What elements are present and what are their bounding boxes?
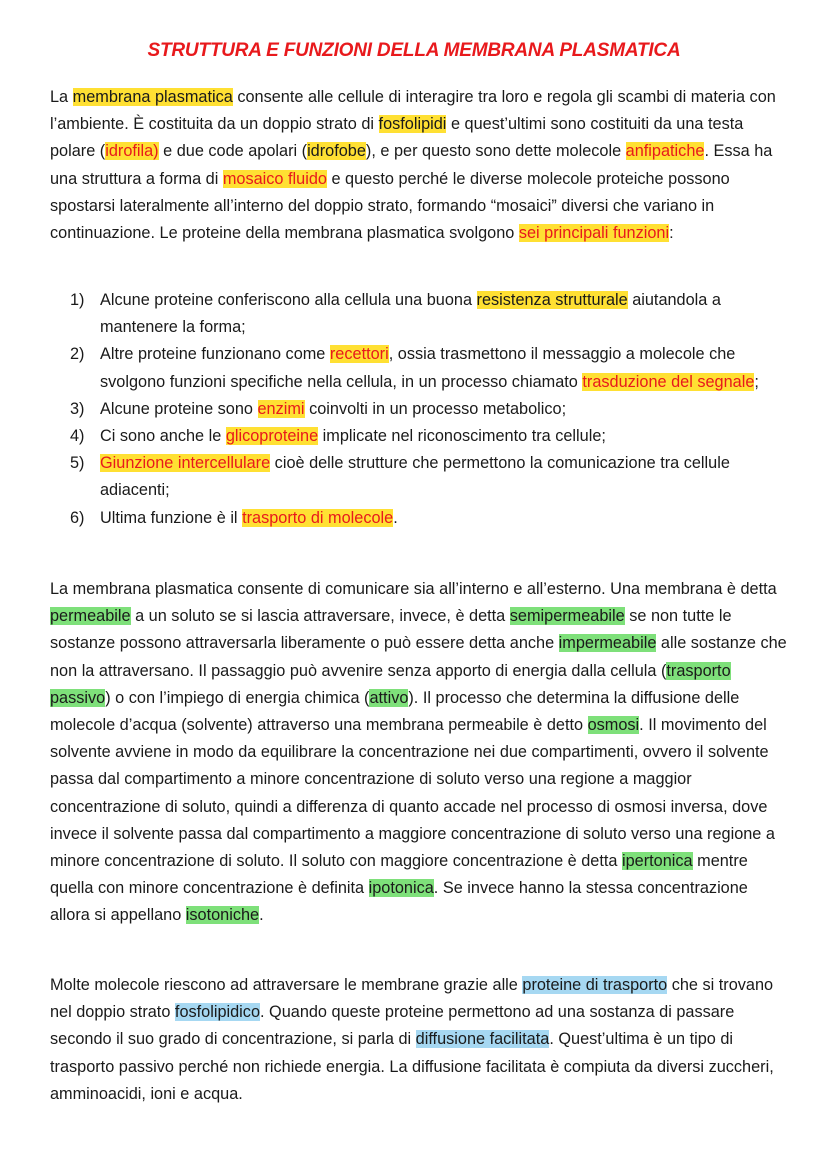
highlight-term: Giunzione intercellulare	[100, 454, 271, 473]
functions-list	[70, 287, 782, 532]
highlight-term: ipotonica	[368, 879, 434, 898]
highlight-term: sei principali funzioni	[518, 224, 670, 243]
transport-paragraph	[50, 972, 790, 1108]
text: Ci sono anche le	[100, 427, 226, 446]
list-item	[70, 505, 782, 532]
highlight-term: idrofobe	[307, 142, 366, 161]
text: ). Il processo che determina la diffusione delle molecole d’acqua (solvente) attraverso una membrana permeabile è detto	[50, 688, 740, 735]
text: Alcune proteine conferiscono alla cellula una buona	[100, 291, 477, 309]
text: . Quando queste proteine permettono ad una sostanza di passare secondo il suo grado di concentrazione, si parla di	[50, 1003, 735, 1049]
intro-paragraph	[50, 84, 790, 247]
text: consente alle cellule di interagire tra loro e regola gli scambi di materia con l’ambiente. È costituita da un doppio strato di	[50, 88, 776, 134]
document-title: STRUTTURA E FUNZIONI DELLA MEMBRANA PLASMATICA	[147, 40, 681, 61]
highlight-term: glicoproteine	[225, 427, 319, 446]
text: ), e per questo sono dette molecole	[365, 142, 626, 161]
text: Ultima funzione è il	[100, 508, 243, 527]
list-number: 1)	[70, 291, 85, 309]
highlight-term: impermeabile	[558, 634, 657, 653]
list-number: 4)	[70, 427, 85, 446]
text: a un soluto se si lascia attraversare, invece, è detta	[130, 607, 510, 626]
highlight-term: trasduzione del segnale	[582, 372, 755, 391]
text: . Se invece hanno la stessa concentrazione allora si appellano	[50, 879, 748, 925]
text: Molte molecole riescono ad attraversare le membrane grazie alle	[50, 976, 523, 994]
highlight-term: trasporto di molecole	[242, 508, 394, 527]
text: La membrana plasmatica consente di comunicare sia all’interno e all’esterno. Una membrana è detta	[50, 580, 777, 598]
list-number: 2)	[70, 345, 85, 364]
list-item	[70, 396, 782, 423]
highlight-term: diffusione facilitata	[415, 1030, 550, 1049]
highlight-term: permeabile	[50, 607, 131, 626]
list-item	[70, 287, 782, 341]
highlight-term: isotoniche	[185, 906, 260, 925]
text: se non tutte le sostanze possono attraversarla liberamente o può essere detta anche	[50, 607, 732, 653]
highlight-term: attivo	[369, 688, 409, 707]
text: e quest’ultimi sono costituiti da una testa polare (	[50, 115, 744, 161]
highlight-term: osmosi	[587, 716, 640, 735]
highlight-term: proteine di trasporto	[522, 976, 668, 994]
permeability-paragraph	[50, 576, 790, 930]
text: alle sostanze che non la attraversano. Il passaggio può avvenire senza apporto di energia dalla cellula (	[50, 634, 787, 680]
highlight-term: mosaico fluido	[222, 169, 327, 188]
text: ;	[754, 372, 759, 391]
text: .	[393, 508, 398, 527]
text: . Quest’ultima è un tipo di trasporto passivo perché non richiede energia. La diffusione facilitata è compiuta da diversi zuccheri, amminoacidi, ioni e acqua.	[50, 1030, 774, 1103]
text: cioè delle strutture che permettono la comunicazione tra cellule adiacenti;	[100, 454, 730, 500]
text: La	[50, 88, 73, 106]
highlight-term: anfipatiche	[625, 142, 705, 161]
highlight-term: semipermeabile	[509, 607, 625, 626]
highlight-term: trasporto passivo	[50, 661, 731, 707]
highlight-term: fosfolipidi	[378, 115, 447, 134]
highlight-term: recettori	[329, 345, 389, 364]
highlight-term: enzimi	[257, 399, 305, 418]
highlight-term: ipertonica	[622, 852, 693, 871]
text: :	[669, 224, 674, 243]
text: ) o con l’impiego di energia chimica (	[105, 688, 370, 707]
highlight-term: idrofila)	[105, 142, 159, 161]
text: . Il movimento del solvente avviene in modo da equilibrare la concentrazione nei due compartimenti, ovvero il solvente passa dal compartimento a minore concentrazione di soluto verso una regione a maggior concentrazione di soluto, quindi a differenza di quanto accade nel processo di osmosi inversa, dove invece il solvente passa dal compartimento a maggiore concentrazione di soluto verso una regione a minore concentrazione di soluto. Il soluto con maggiore concentrazione è detta	[50, 716, 775, 871]
list-number: 6)	[70, 508, 85, 527]
list-item	[70, 341, 782, 395]
text: coinvolti in un processo metabolico;	[304, 399, 567, 418]
text: .	[259, 906, 264, 925]
text: aiutandola a mantenere la forma;	[100, 291, 721, 337]
text: e questo perché le diverse molecole proteiche possono spostarsi lateralmente all’interno del doppio strato, formando “mosaici” diversi che variano in continuazione. Le proteine della membrana plasmatica svolgono	[50, 169, 730, 243]
text: . Essa ha una struttura a forma di	[50, 142, 773, 188]
text: implicate nel riconoscimento tra cellule;	[318, 427, 606, 446]
list-number: 3)	[70, 399, 85, 418]
text: mentre quella con minore concentrazione è definita	[50, 852, 748, 898]
text: e due code apolari (	[158, 142, 308, 161]
text: , ossia trasmettono il messaggio a molecole che svolgono funzioni specifiche nella cellula, in un processo chiamato	[100, 345, 736, 391]
highlight-term: membrana plasmatica	[72, 88, 233, 106]
text: che si trovano nel doppio strato	[50, 976, 774, 1022]
list-number: 5)	[70, 454, 85, 473]
highlight-term: fosfolipidico	[174, 1003, 260, 1022]
list-item	[70, 450, 782, 504]
list-item	[70, 423, 782, 450]
text: Alcune proteine sono	[100, 399, 258, 418]
highlight-term: resistenza strutturale	[476, 291, 628, 309]
text: Altre proteine funzionano come	[100, 345, 330, 364]
